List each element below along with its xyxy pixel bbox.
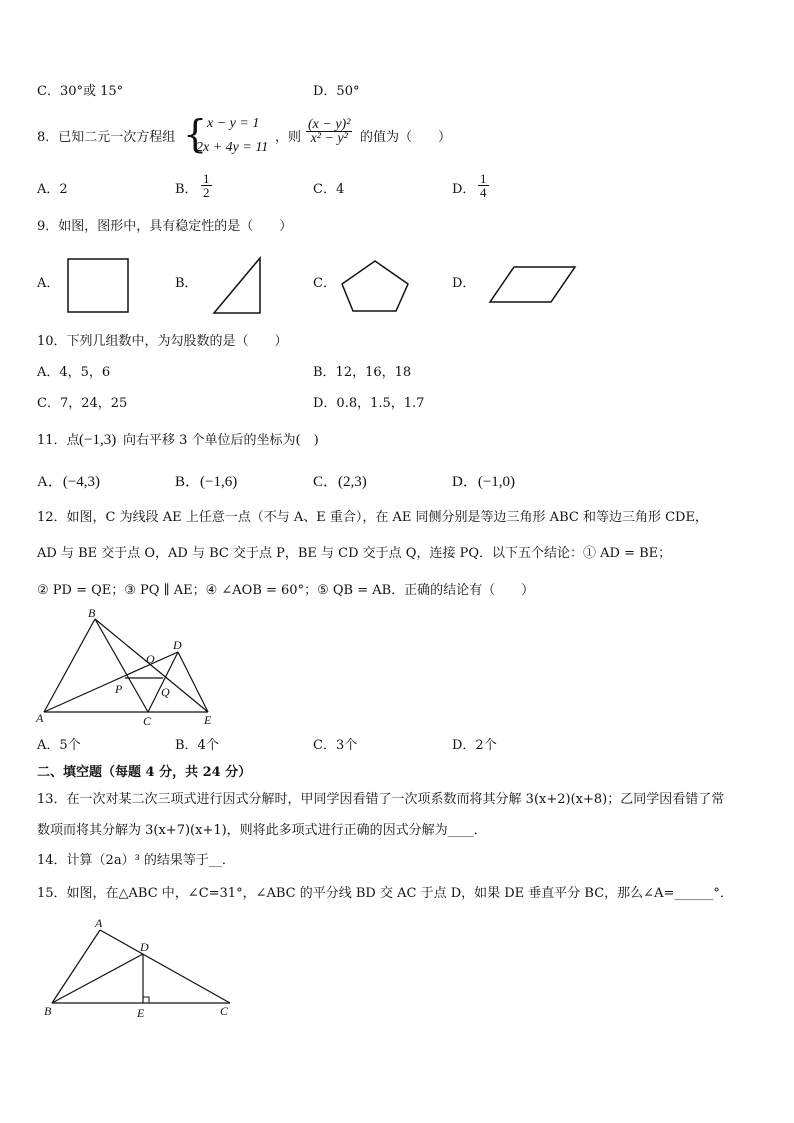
q12-figure [30,605,230,730]
q10-option-b: B．12，16，18 [313,365,412,380]
label-e: E [204,713,212,727]
label-d: D [140,940,149,954]
segment-ad [44,652,178,712]
q12-line-3: ② PD = QE；③ PQ ∥ AE；④ ∠AOB = 60°；⑤ QB = AB．正确的结论有（ ） [37,583,535,598]
q10-option-a: A．4，5，6 [37,365,111,380]
label-q: Q [161,685,170,699]
label-c: C [143,714,152,728]
square-shape [68,259,128,312]
label-b: B [44,1004,52,1018]
segment-bc [95,619,148,712]
q7-option-d: D．50° [313,84,360,99]
q10-stem: 10．下列几组数中，为勾股数的是（ ） [37,334,288,349]
q8-option-d-numerator: 1 [480,171,487,186]
q8-system-brace: { [183,112,208,156]
q8-option-d-label: D． [452,182,476,197]
q11-stem-prefix: 11．点 [37,433,80,448]
q7-option-c: C．30°或 15° [37,84,124,99]
q8-equation-1: x − y = 1 [207,116,260,131]
q8-stem-suffix: 的值为（ ） [360,130,452,145]
q12-option-b: B．4个 [175,738,219,753]
label-a: A [95,916,103,930]
label-p: P [115,682,123,696]
label-e: E [137,1006,145,1020]
q10-option-d: D．0.8，1.5，1.7 [313,396,425,411]
q9-option-b-label: B． [175,276,198,291]
q9-option-a-label: A． [37,276,60,291]
q8-option-b-numerator: 1 [203,171,210,186]
segment-ab [44,619,95,712]
label-b: B [88,606,96,620]
q9-stem: 9．如图，图形中，具有稳定性的是（ ） [37,219,293,234]
q13-line-1: 13．在一次对某二次三项式进行因式分解时，甲同学因看错了一次项系数而将其分解 3(x+2)(x+8)；乙同学因看错了常 [37,792,725,807]
q8-equation-2: 2x + 4y = 11 [196,140,269,155]
q10-option-c: C．7，24，25 [37,396,128,411]
q12-option-a: A．5个 [37,738,81,753]
section-2-title: 二、填空题（每题 4 分，共 24 分） [37,765,252,780]
segment-de [178,652,208,712]
parallelogram-shape [490,267,575,302]
q8-option-c: C．4 [313,182,345,197]
q11-point: (−1,3) [79,432,117,448]
q11-option-d: D．(−1,0) [452,474,516,490]
q8-fraction-denominator: x² − y² [310,131,348,146]
q8-option-d-denominator: 4 [480,185,487,200]
label-c: C [220,1004,229,1018]
segment-bd [52,954,143,1003]
q8-option-b-denominator: 2 [203,185,210,200]
q13-line-2: 数项而将其分解为 3(x+7)(x+1)，则将此多项式进行正确的因式分解为____． [37,823,487,838]
q9-option-d-label: D． [452,276,476,291]
q8-option-b-label: B． [175,182,198,197]
q9-option-c-label: C． [313,276,336,291]
label-a: A [36,711,44,725]
right-angle-mark [143,997,149,1003]
q15-figure [40,915,240,1025]
pentagon-shape [342,261,408,311]
q8-fraction-numerator: (x − y)² [308,117,351,132]
q8-stem-prefix: 8．已知二元一次方程组 [37,130,176,145]
q11-option-a: A．(−4,3) [37,474,101,490]
label-o: O [146,652,155,666]
q9-figures [0,0,794,330]
q12-option-d: D．2个 [452,738,497,753]
q8-option-a: A．2 [37,182,68,197]
q12-option-c: C．3个 [313,738,358,753]
q11-option-b: B．(−1,6) [175,474,238,490]
q11-stem-suffix: 向右平移 3 个单位后的坐标为( ) [123,433,319,448]
q14-text: 14．计算（2a）³ 的结果等于__． [37,853,235,868]
q12-line-2: AD 与 BE 交于点 O，AD 与 BC 交于点 P，BE 与 CD 交于点 Q，连接 PQ．以下五个结论：① AD = BE； [37,546,672,561]
q12-line-1: 12．如图，C 为线段 AE 上任意一点（不与 A、E 重合），在 AE 同侧分别是等边三角形 ABC 和等边三角形 CDE， [37,510,708,525]
q15-text: 15．如图，在△ABC 中，∠C=31°，∠ABC 的平分线 BD 交 AC 于点 D，如果 DE 垂直平分 BC，那么∠A=______°． [37,886,733,901]
segment-ab [52,930,100,1003]
label-d: D [173,638,182,652]
q11-option-c: C．(2,3) [313,474,367,490]
q8-stem-mid: ，则 [275,130,302,145]
triangle-shape [214,258,260,313]
